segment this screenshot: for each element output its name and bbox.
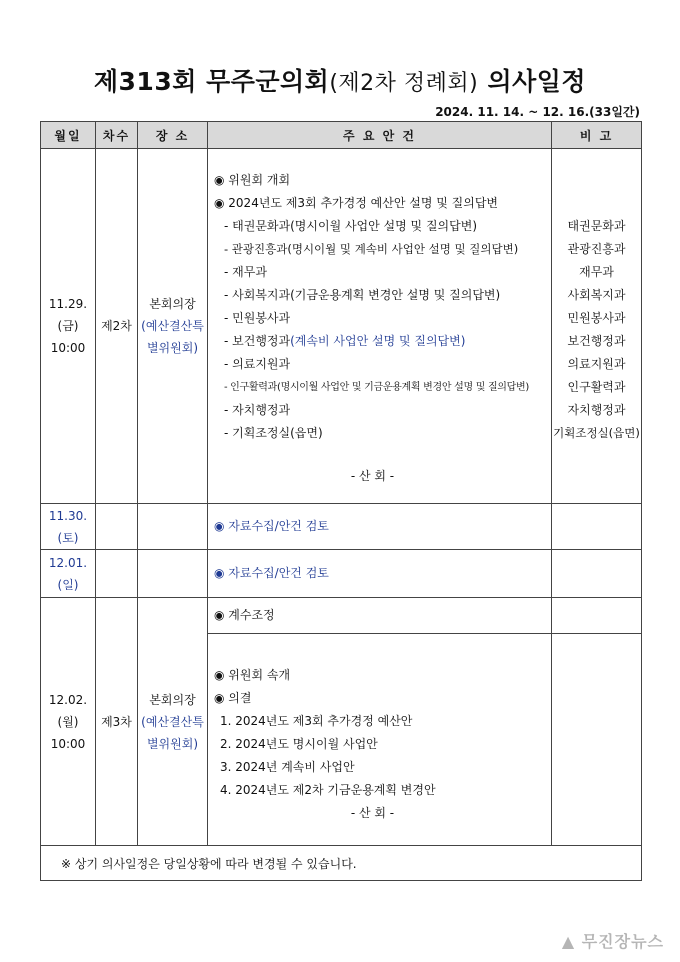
agenda-item: ◉ 자료수집/안건 검토	[214, 519, 329, 533]
note-item: 인구활력과	[567, 380, 626, 394]
date-cell	[41, 504, 96, 550]
date-cell	[41, 149, 96, 504]
footnote: ※ 상기 의사일정은 당일상황에 따라 변경될 수 있습니다.	[41, 846, 642, 881]
header-notes: 비 고	[552, 122, 642, 149]
header-date: 월일	[41, 122, 96, 149]
header-agenda: 주 요 안 건	[208, 122, 552, 149]
place-main: 본회의장	[149, 297, 196, 311]
agenda-item: ◉ 위원회 개회	[214, 173, 291, 187]
session-cell: 제2차	[96, 149, 138, 504]
numbered-item: 4. 2024년도 제2차 기금운용계획 변경안	[220, 783, 436, 797]
session-cell: 제3차	[96, 598, 138, 846]
dept-item: - 관광진흥과(명시이월 및 계속비 사업안 설명 및 질의답변)	[224, 242, 519, 256]
dept-item: - 재무과	[224, 265, 267, 279]
agenda-cell	[208, 504, 552, 550]
note-item: 관광진흥과	[567, 242, 626, 256]
table-row	[41, 504, 642, 550]
note-item: 재무과	[579, 265, 614, 279]
watermark-text: 무진장뉴스	[581, 932, 664, 951]
session-cell	[96, 504, 138, 550]
table-row	[41, 550, 642, 598]
period: 2024. 11. 14. ~ 12. 16.(33일간)	[435, 105, 640, 119]
date: 11.29.	[48, 297, 88, 311]
weekday: (금)	[57, 319, 79, 333]
note-item: 보건행정과	[567, 334, 626, 348]
header-session: 차수	[96, 122, 138, 149]
place-sub: 별위원회)	[146, 736, 199, 751]
dept-extra: (계속비 사업안 설명 및 질의답변)	[290, 334, 466, 348]
place-cell	[138, 550, 208, 598]
weekday: (토)	[57, 530, 79, 545]
table-row	[41, 598, 642, 634]
dept-item	[214, 330, 551, 353]
date: 12.02.	[48, 692, 88, 707]
watermark-logo	[562, 929, 664, 952]
dept-item: - 자치행정과	[224, 403, 291, 417]
note-item: 태권문화과	[567, 219, 626, 233]
place-cell	[138, 149, 208, 504]
adjourn-label: - 산 회 -	[350, 806, 395, 820]
agenda-item: ◉ 위원회 속개	[214, 668, 291, 682]
time: 10:00	[50, 341, 86, 355]
page-title	[0, 62, 680, 98]
adjourn-label: - 산 회 -	[350, 469, 395, 483]
date-cell	[41, 550, 96, 598]
dept-item: - 태권문화과(명시이월 사업안 설명 및 질의답변)	[224, 219, 478, 233]
dept-name: - 보건행정과	[224, 334, 291, 348]
dept-item: - 의료지원과	[224, 357, 291, 371]
agenda-cell	[208, 550, 552, 598]
time: 10:00	[50, 736, 86, 751]
agenda-cell	[208, 598, 552, 634]
header-row	[41, 122, 642, 149]
date: 11.30.	[48, 508, 88, 523]
agenda-cell	[208, 149, 552, 504]
place-sub: 별위원회)	[146, 341, 199, 355]
place-cell	[138, 598, 208, 846]
table-row	[41, 149, 642, 504]
session-cell	[96, 550, 138, 598]
numbered-item: 1. 2024년도 제3회 추가경정 예산안	[220, 714, 413, 728]
agenda-item: ◉ 계수조정	[214, 608, 275, 622]
note-item: 사회복지과	[567, 288, 626, 302]
note-item: 기획조정실(읍면)	[553, 426, 640, 440]
notes-cell	[552, 504, 642, 550]
notes-cell	[552, 634, 642, 846]
notes-cell	[552, 550, 642, 598]
place-cell	[138, 504, 208, 550]
place-sub: (예산결산특	[141, 319, 204, 333]
place-sub: (예산결산특	[141, 714, 204, 729]
note-item: 자치행정과	[567, 403, 626, 417]
weekday: (일)	[57, 577, 79, 592]
agenda-item: ◉ 2024년도 제3회 추가경정 예산안 설명 및 질의답변	[214, 196, 499, 210]
notes-cell	[552, 149, 642, 504]
date-cell	[41, 598, 96, 846]
dept-item: - 기획조정실(읍면)	[224, 426, 323, 440]
agenda-item: ◉ 의결	[214, 691, 252, 705]
numbered-item: 2. 2024년도 명시이월 사업안	[220, 737, 378, 751]
mountain-icon: ▲	[561, 932, 576, 951]
schedule-table	[40, 121, 642, 881]
dept-item: - 인구활력과(명시이월 사업안 및 기금운용계획 변경안 설명 및 질의답변)	[224, 382, 529, 393]
numbered-item: 3. 2024년 계속비 사업안	[220, 760, 355, 774]
note-item: 의료지원과	[567, 357, 626, 371]
date: 12.01.	[48, 555, 88, 570]
dept-item: - 민원봉사과	[224, 311, 291, 325]
header-place: 장 소	[138, 122, 208, 149]
agenda-item: ◉ 자료수집/안건 검토	[214, 566, 329, 580]
title-sub: (제2차 정례회)	[329, 71, 479, 96]
title-tail: 의사일정	[487, 67, 587, 96]
notes-cell	[552, 598, 642, 634]
note-item: 민원봉사과	[567, 311, 626, 325]
dept-item: - 사회복지과(기금운용계획 변경안 설명 및 질의답변)	[224, 288, 501, 302]
footnote-row	[41, 846, 642, 881]
place-main: 본회의장	[149, 692, 196, 707]
agenda-cell	[208, 634, 552, 846]
title-main: 제313회 무주군의회	[93, 67, 330, 96]
weekday: (월)	[57, 714, 79, 729]
